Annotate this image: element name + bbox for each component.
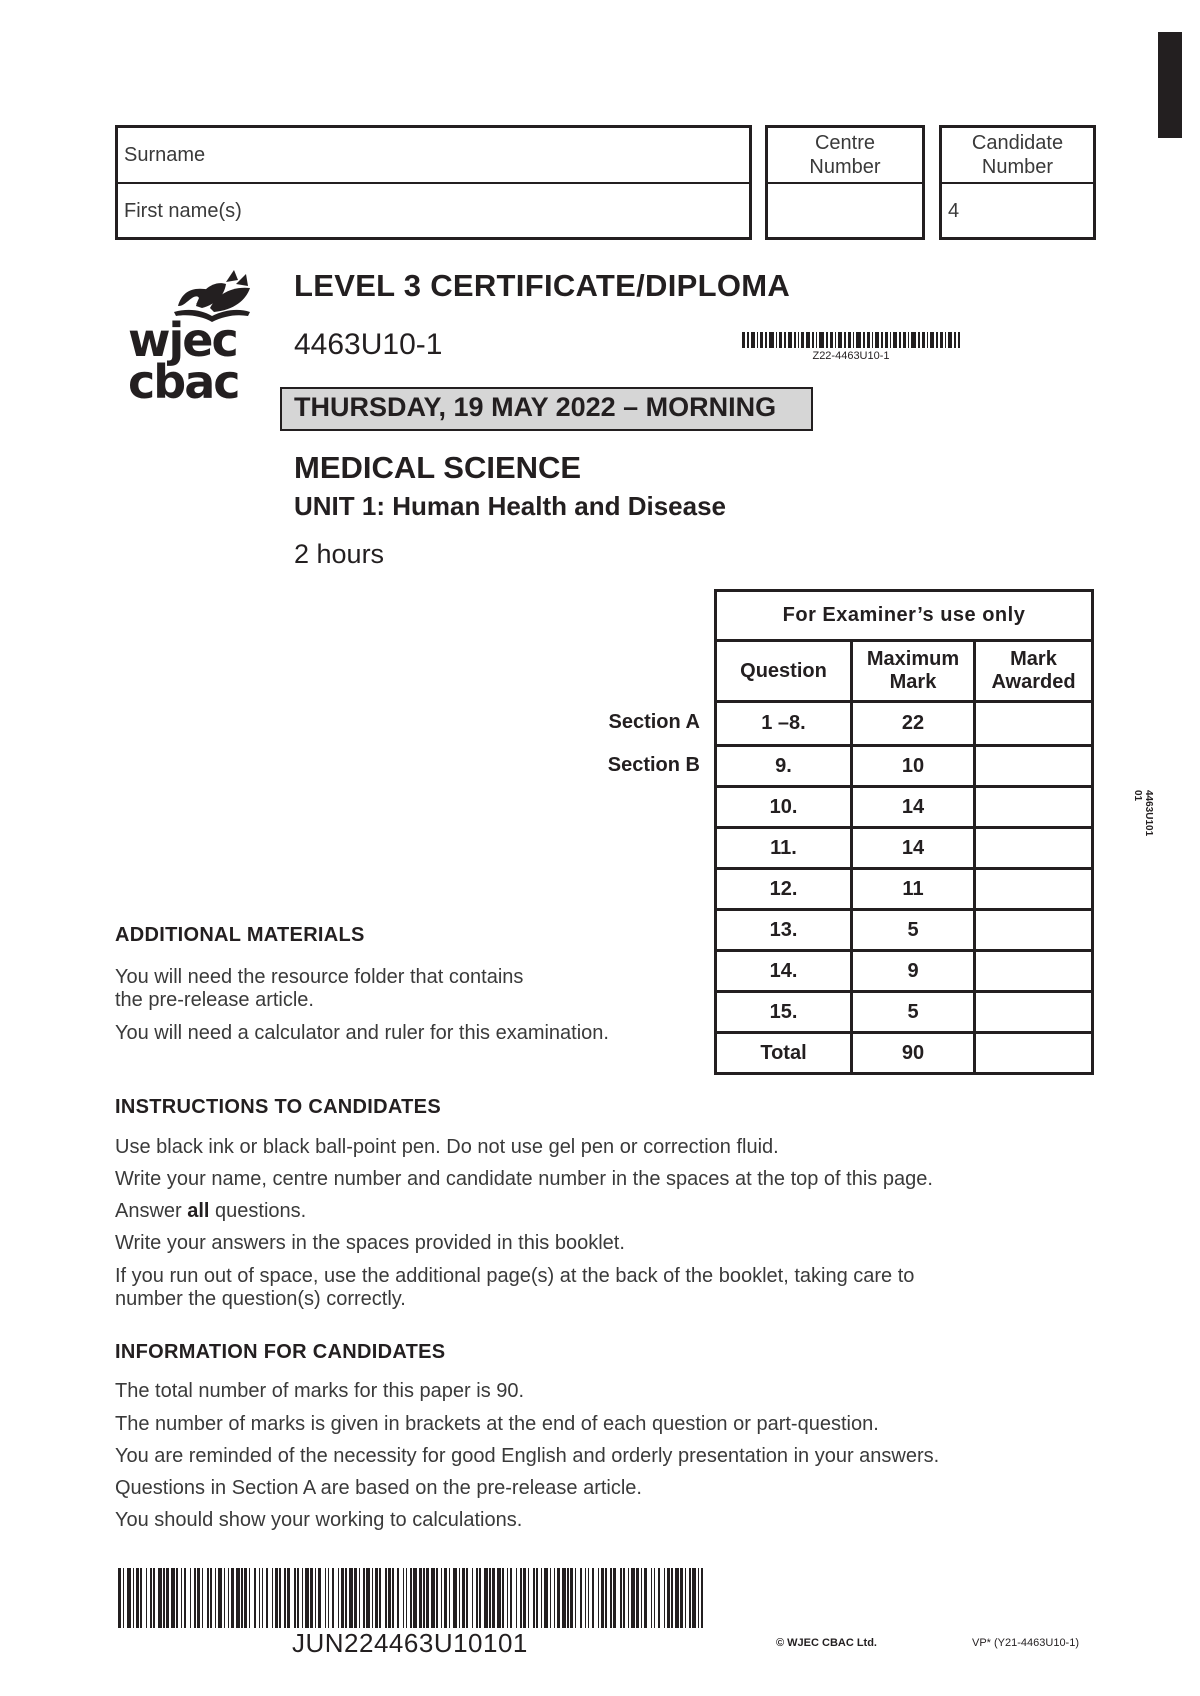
col-question-header: Question (716, 641, 852, 702)
section-a-label: Section A (608, 711, 700, 733)
max-mark-cell: 5 (852, 910, 975, 951)
col-max-mark-header: Maximum Mark (852, 641, 975, 702)
side-code: 4463U101 01 (1132, 790, 1154, 837)
exam-date: THURSDAY, 19 MAY 2022 – MORNING (294, 392, 777, 422)
total-label-cell: Total (716, 1033, 852, 1074)
table-row (716, 702, 1093, 746)
instruction-line-4: Write your answers in the spaces provided in this booklet. (115, 1232, 625, 1254)
table-row (716, 828, 1093, 869)
first-name-label: First name(s) (124, 200, 242, 222)
paper-code: 4463U10-1 (294, 328, 443, 361)
footer-barcode-text: JUN224463U10101 (292, 1628, 528, 1658)
information-line-3: You are reminded of the necessity for good English and orderly presentation in your answers. (115, 1445, 940, 1467)
information-line-2: The number of marks is given in brackets at the end of each question or part-question. (115, 1413, 879, 1435)
table-row (716, 951, 1093, 992)
unit-title: UNIT 1: Human Health and Disease (294, 491, 726, 521)
mark-awarded-cell[interactable] (975, 787, 1093, 828)
logo-text-cbac: cbac (128, 355, 239, 404)
candidate-box-divider (939, 182, 1096, 184)
wjec-cbac-logo (126, 268, 258, 404)
information-line-5: You should show your working to calculations. (115, 1509, 523, 1531)
max-mark-cell: 22 (852, 702, 975, 746)
candidate-number-label: Candidate Number (971, 132, 1064, 178)
instruction-line-1: Use black ink or black ball-point pen. Do not use gel pen or correction fluid. (115, 1136, 779, 1158)
instruction-line-2: Write your name, centre number and candidate number in the spaces at the top of this page. (115, 1168, 933, 1190)
additional-materials-text-2: You will need a calculator and ruler for this examination. (115, 1022, 609, 1044)
question-cell: 15. (716, 992, 852, 1033)
information-line-4: Questions in Section A are based on the pre-release article. (115, 1477, 642, 1499)
table-row (716, 746, 1093, 787)
question-cell: 11. (716, 828, 852, 869)
table-row (716, 787, 1093, 828)
candidate-number-field[interactable] (966, 186, 1091, 236)
question-cell: 14. (716, 951, 852, 992)
question-cell: 12. (716, 869, 852, 910)
candidate-number-prefix: 4 (948, 200, 960, 222)
information-line-1: The total number of marks for this paper is 90. (115, 1380, 525, 1402)
question-cell: 10. (716, 787, 852, 828)
max-mark-cell: 14 (852, 787, 975, 828)
centre-box-divider (765, 182, 925, 184)
col-mark-awarded-header: Mark Awarded (975, 641, 1093, 702)
examiner-marks-table (714, 589, 1094, 1075)
mark-awarded-cell[interactable] (975, 746, 1093, 787)
table-row (716, 910, 1093, 951)
logo-text-wjec: wjec (128, 313, 237, 367)
question-cell: 1 –8. (716, 702, 852, 746)
first-name-field[interactable] (300, 186, 745, 236)
surname-field[interactable] (300, 130, 745, 180)
additional-materials-text-1: You will need the resource folder that contains the pre-release article. (115, 966, 524, 1011)
information-heading: INFORMATION FOR CANDIDATES (115, 1341, 446, 1363)
subject-title: MEDICAL SCIENCE (294, 450, 582, 485)
table-row (716, 992, 1093, 1033)
centre-number-field[interactable] (770, 186, 920, 236)
small-barcode-text: Z22-4463U10-1 (812, 350, 890, 362)
vp-code: VP* (Y21-4463U10-1) (972, 1637, 1080, 1649)
max-mark-cell: 11 (852, 869, 975, 910)
question-cell: 13. (716, 910, 852, 951)
surname-label: Surname (124, 144, 206, 166)
total-max-cell: 90 (852, 1033, 975, 1074)
question-cell: 9. (716, 746, 852, 787)
instructions-heading: INSTRUCTIONS TO CANDIDATES (115, 1096, 441, 1118)
qualification-title: LEVEL 3 CERTIFICATE/DIPLOMA (294, 268, 791, 303)
instruction-line-3: Answer all questions. (115, 1200, 307, 1222)
registration-mark (1158, 32, 1182, 138)
max-mark-cell: 10 (852, 746, 975, 787)
mark-awarded-cell[interactable] (975, 910, 1093, 951)
mark-awarded-cell[interactable] (975, 702, 1093, 746)
max-mark-cell: 14 (852, 828, 975, 869)
exam-duration: 2 hours (294, 539, 385, 569)
name-box-divider (115, 182, 752, 184)
table-row (716, 869, 1093, 910)
max-mark-cell: 9 (852, 951, 975, 992)
section-b-label: Section B (607, 754, 700, 776)
copyright-notice: © WJEC CBAC Ltd. (776, 1637, 877, 1649)
examiner-table-title: For Examiner’s use only (716, 591, 1093, 641)
mark-awarded-cell[interactable] (975, 951, 1093, 992)
mark-awarded-cell[interactable] (975, 869, 1093, 910)
max-mark-cell: 5 (852, 992, 975, 1033)
instruction-line-5: If you run out of space, use the additional page(s) at the back of the booklet, taking care to number the question(s) correctly. (115, 1265, 915, 1310)
additional-materials-heading: ADDITIONAL MATERIALS (115, 924, 365, 946)
centre-number-label: Centre Number (809, 132, 881, 178)
total-awarded-cell[interactable] (975, 1033, 1093, 1074)
mark-awarded-cell[interactable] (975, 828, 1093, 869)
small-barcode (742, 332, 960, 348)
footer-barcode (118, 1568, 703, 1628)
mark-awarded-cell[interactable] (975, 992, 1093, 1033)
table-total-row (716, 1033, 1093, 1074)
